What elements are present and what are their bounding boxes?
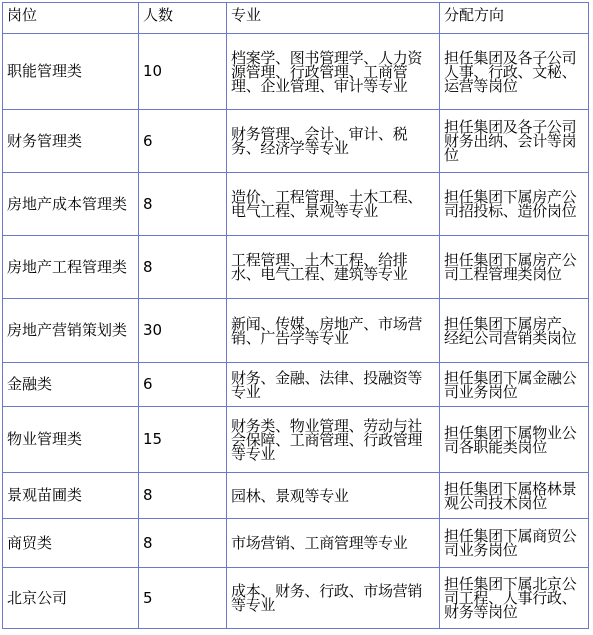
table-row [3, 34, 589, 110]
major-cell: 市场营销、工商管理等专业 [227, 519, 440, 568]
position-cell: 金融类 [3, 363, 139, 407]
count-cell: 8 [139, 236, 227, 299]
major-cell: 新闻、传媒、房地产、市场营销、广告学等专业 [227, 299, 440, 363]
header-row [3, 3, 589, 34]
count-cell: 8 [139, 519, 227, 568]
direction-cell: 担任集团及各子公司财务出纳、会计等岗位 [440, 110, 589, 173]
position-cell: 房地产成本管理类 [3, 173, 139, 236]
table-row [3, 173, 589, 236]
count-cell: 6 [139, 363, 227, 407]
direction-cell: 担任集团下属北京公司工程、人事行政、财务等岗位 [440, 568, 589, 629]
position-cell: 职能管理类 [3, 34, 139, 110]
position-cell: 房地产工程管理类 [3, 236, 139, 299]
table-row [3, 568, 589, 629]
table-row [3, 110, 589, 173]
direction-cell: 担任集团下属房产公司招投标、造价岗位 [440, 173, 589, 236]
major-cell: 财务类、物业管理、劳动与社会保障、工商管理、行政管理等专业 [227, 407, 440, 473]
major-cell: 财务管理、会计、审计、税务、经济学等专业 [227, 110, 440, 173]
table-row [3, 407, 589, 473]
table-row [3, 299, 589, 363]
count-cell: 8 [139, 173, 227, 236]
major-cell: 园林、景观等专业 [227, 473, 440, 519]
table-row [3, 519, 589, 568]
direction-cell: 担任集团下属房产、经纪公司营销类岗位 [440, 299, 589, 363]
recruitment-table [2, 2, 589, 629]
major-cell: 造价、工程管理、土木工程、电气工程、景观等专业 [227, 173, 440, 236]
major-cell: 档案学、图书管理学、人力资源管理、行政管理、工商管理、企业管理、审计等专业 [227, 34, 440, 110]
direction-cell: 担任集团下属商贸公司业务岗位 [440, 519, 589, 568]
count-cell: 6 [139, 110, 227, 173]
count-cell: 10 [139, 34, 227, 110]
header-direction: 分配方向 [440, 3, 589, 34]
count-cell: 8 [139, 473, 227, 519]
major-cell: 财务、金融、法律、投融资等专业 [227, 363, 440, 407]
direction-cell: 担任集团下属房产公司工程管理类岗位 [440, 236, 589, 299]
table-row [3, 473, 589, 519]
direction-cell: 担任集团下属金融公司业务岗位 [440, 363, 589, 407]
major-cell: 工程管理、土木工程、给排水、电气工程、建筑等专业 [227, 236, 440, 299]
position-cell: 物业管理类 [3, 407, 139, 473]
position-cell: 北京公司 [3, 568, 139, 629]
count-cell: 5 [139, 568, 227, 629]
header-position: 岗位 [3, 3, 139, 34]
table-row [3, 236, 589, 299]
major-cell: 成本、财务、行政、市场营销等专业 [227, 568, 440, 629]
position-cell: 景观苗圃类 [3, 473, 139, 519]
position-cell: 房地产营销策划类 [3, 299, 139, 363]
position-cell: 财务管理类 [3, 110, 139, 173]
count-cell: 30 [139, 299, 227, 363]
direction-cell: 担任集团及各子公司人事、行政、文秘、运营等岗位 [440, 34, 589, 110]
table-row [3, 363, 589, 407]
direction-cell: 担任集团下属物业公司各职能类岗位 [440, 407, 589, 473]
count-cell: 15 [139, 407, 227, 473]
header-major: 专业 [227, 3, 440, 34]
position-cell: 商贸类 [3, 519, 139, 568]
header-count: 人数 [139, 3, 227, 34]
direction-cell: 担任集团下属格林景观公司技术岗位 [440, 473, 589, 519]
